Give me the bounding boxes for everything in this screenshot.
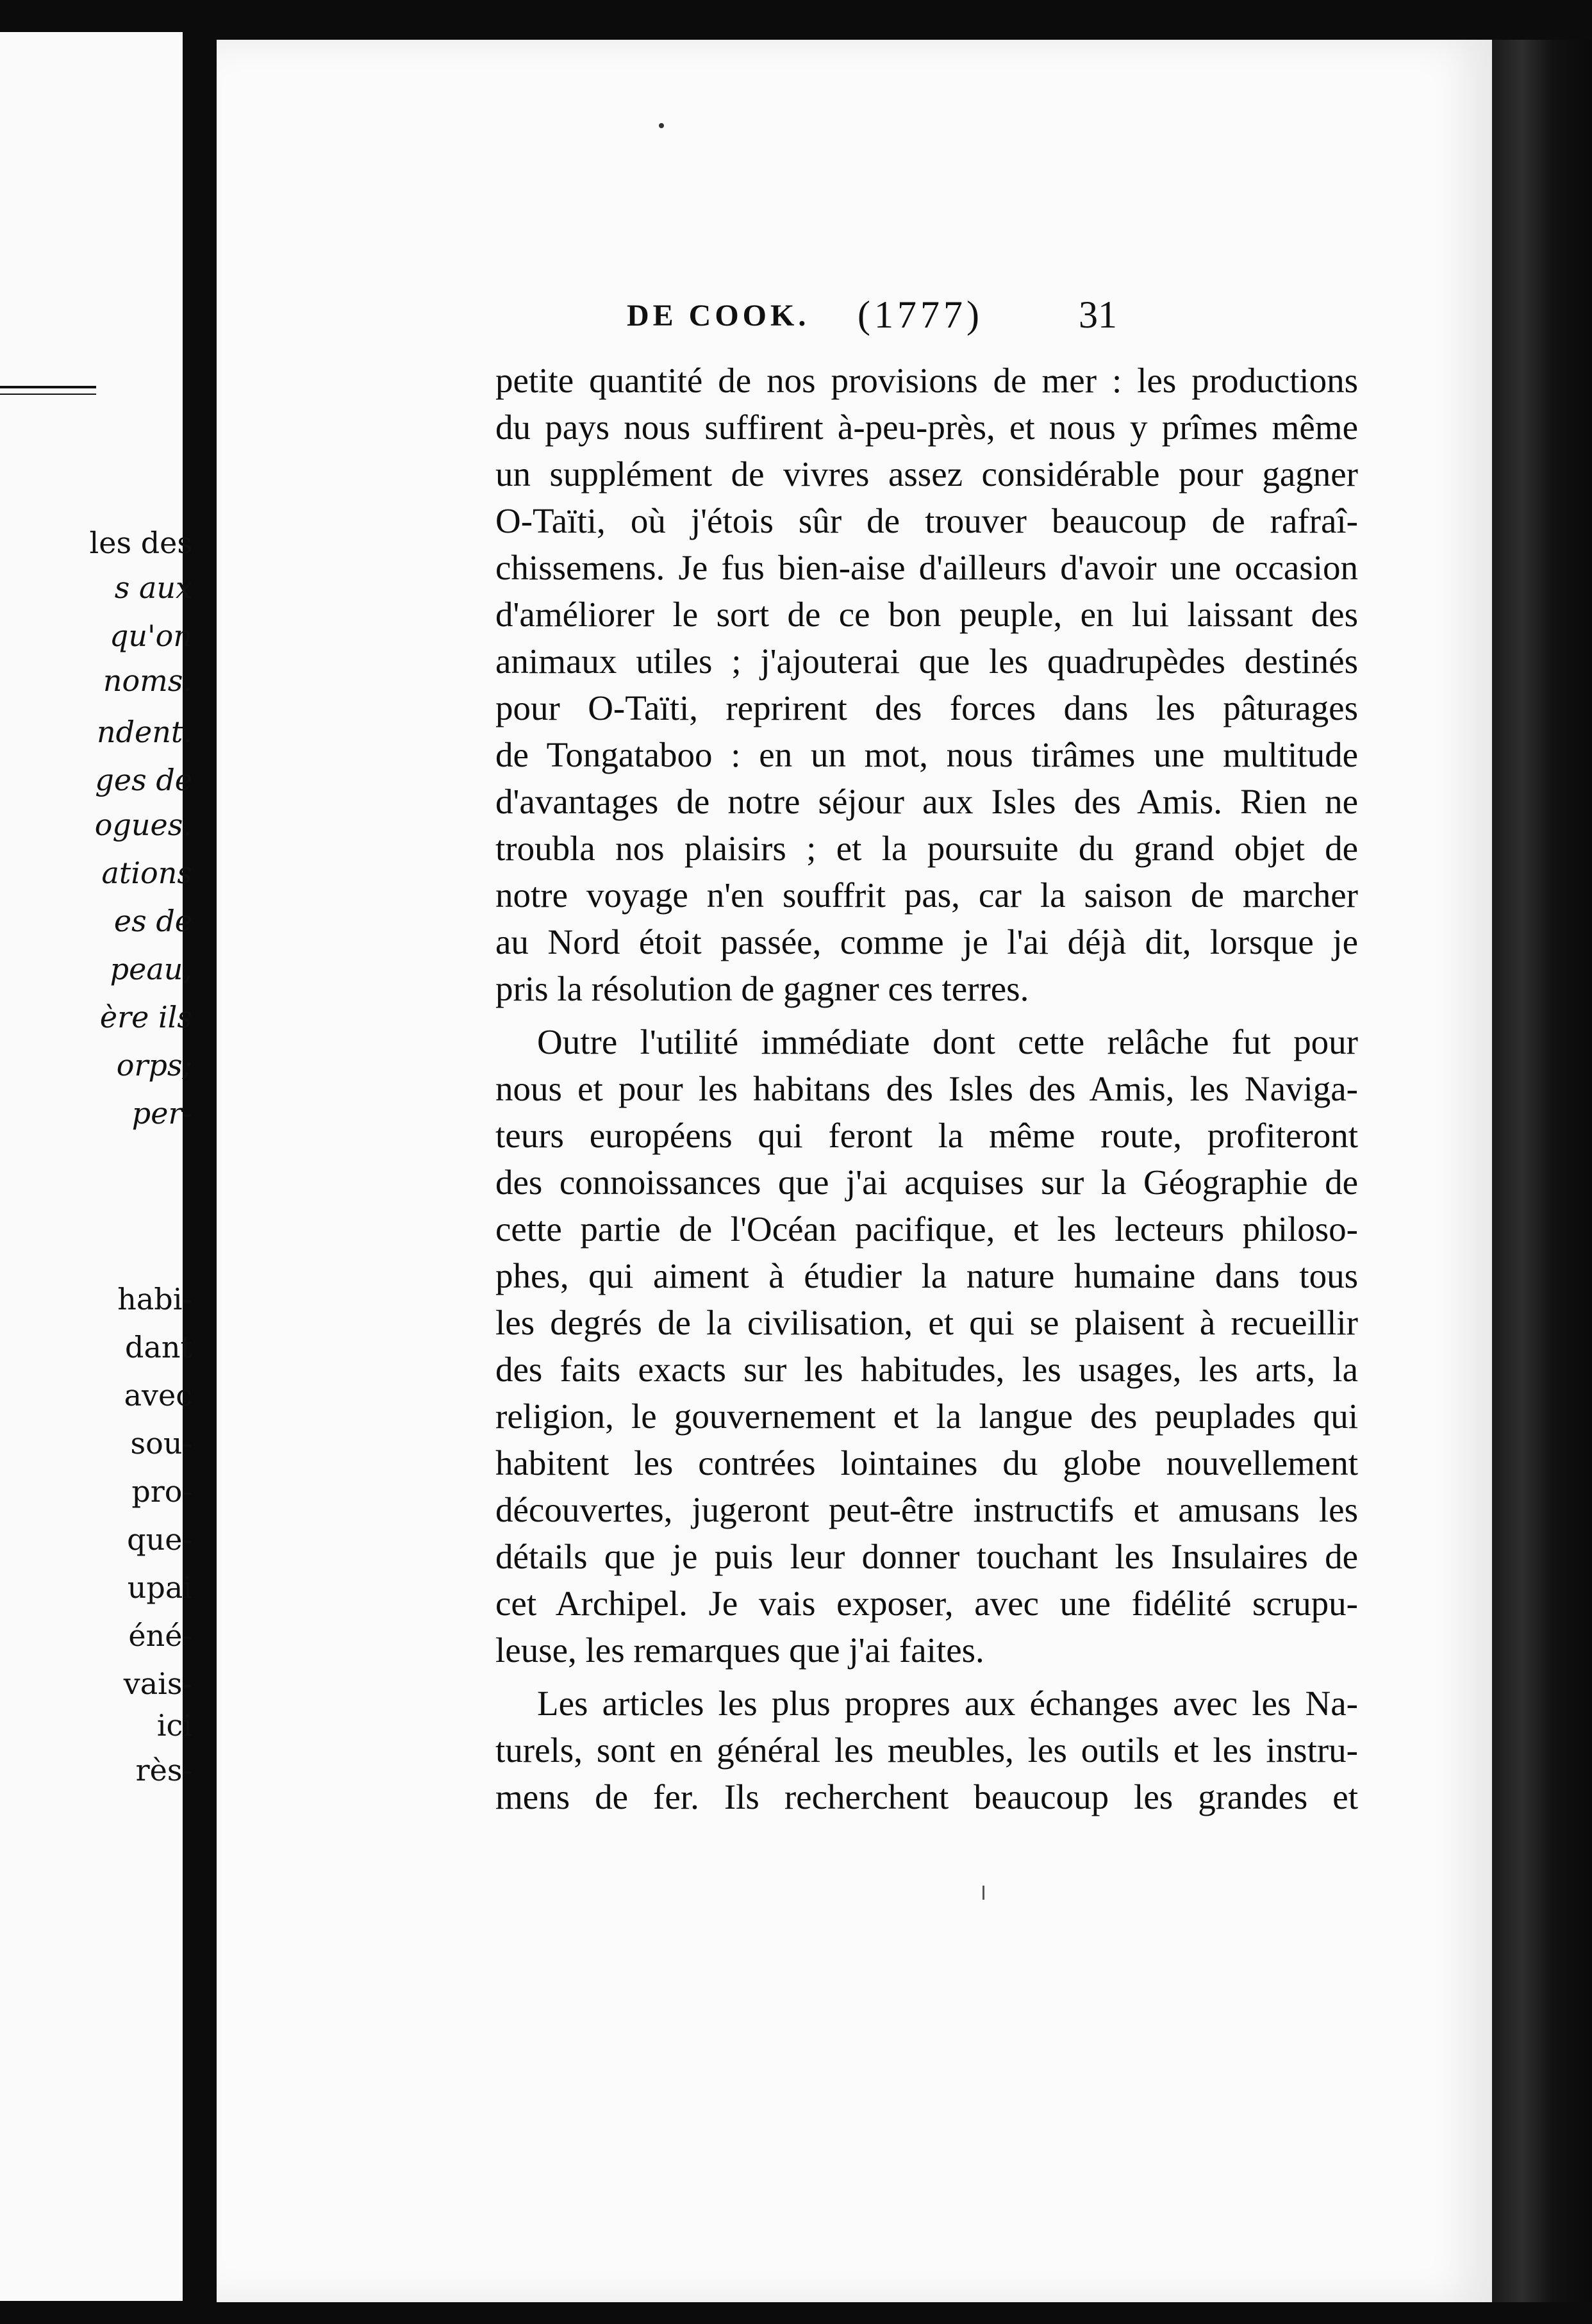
text-line: d'améliorer le sort de ce bon peuple, en lui laissant des <box>495 595 1358 634</box>
left-page-line: orps; <box>116 1048 192 1083</box>
text-line: des connoissances que j'ai acquises sur la Géographie de <box>495 1163 1358 1202</box>
left-page-line: qu'on <box>109 618 192 653</box>
text-line: O-Taïti, où j'étois sûr de trouver beaucoup de rafraî- <box>495 501 1358 540</box>
text-line: leuse, les remarques que j'ai faites. <box>495 1631 984 1670</box>
text-line: mens de fer. Ils recherchent beaucoup les grandes et <box>495 1777 1358 1816</box>
page-edge-shadow <box>1492 40 1592 2302</box>
left-page-line: ndent. <box>96 715 192 749</box>
text-line: petite quantité de nos provisions de mer : les productions <box>495 361 1358 400</box>
text-line: Outre l'utilité immédiate dont cette relâche fut pour <box>537 1022 1358 1061</box>
text-line: d'avantages de notre séjour aux Isles des Amis. Rien ne <box>495 782 1358 821</box>
text-line: habitent les contrées lointaines du globe nouvellement <box>495 1443 1358 1482</box>
left-page-line: habi- <box>117 1282 192 1316</box>
text-line: du pays nous suffirent à-peu-près, et nous y prîmes même <box>495 408 1358 447</box>
left-facing-page <box>0 32 192 2301</box>
text-line: des faits exacts sur les habitudes, les usages, les arts, la <box>495 1350 1358 1389</box>
text-line: turels, sont en général les meubles, les outils et les instru- <box>495 1731 1358 1770</box>
left-page-line: ogues. <box>94 808 192 842</box>
text-line: teurs européens qui feront la même route, profiteront <box>495 1116 1358 1155</box>
left-page-line: les des <box>89 526 192 560</box>
text-line: Les articles les plus propres aux échanges avec les Na- <box>537 1684 1358 1723</box>
left-page-line: ère ils <box>99 1000 192 1034</box>
left-page-line: es de <box>113 904 192 938</box>
running-header <box>217 293 1492 344</box>
left-page-line: pro- <box>131 1474 192 1509</box>
left-page-line: avec <box>124 1378 192 1413</box>
text-line: détails que je puis leur donner touchant les Insulaires de <box>495 1537 1358 1576</box>
left-page-line: peau, <box>110 952 192 986</box>
left-page-text <box>0 32 192 2301</box>
running-title: DE COOK. <box>627 299 810 333</box>
text-line: chissemens. Je fus bien-aise d'ailleurs d'avoir une occasion <box>495 548 1358 587</box>
footer-mark <box>983 1886 984 1900</box>
left-page-line: éné- <box>128 1618 192 1653</box>
text-line: un supplément de vivres assez considérable pour gagner <box>495 454 1358 494</box>
text-line: les degrés de la civilisation, et qui se plaisent à recueillir <box>495 1303 1358 1342</box>
text-line: cet Archipel. Je vais exposer, avec une fidélité scrupu- <box>495 1584 1358 1623</box>
text-line: de Tongataboo : en un mot, nous tirâmes une multitude <box>495 735 1358 774</box>
left-page-line: dant <box>125 1330 192 1365</box>
main-page <box>217 40 1492 2302</box>
header-year: (1777) <box>858 294 983 336</box>
left-page-line: upai <box>127 1570 192 1605</box>
left-page-line: ges de <box>95 763 192 797</box>
left-page-line: ici <box>156 1708 192 1743</box>
left-page-line: s aux <box>114 570 192 605</box>
left-page-line: per- <box>131 1096 192 1131</box>
text-line: au Nord étoit passée, comme je l'ai déjà dit, lorsque je <box>495 922 1358 961</box>
text-line: nous et pour les habitans des Isles des Amis, les Naviga- <box>495 1069 1358 1108</box>
text-line: cette partie de l'Océan pacifique, et les lecteurs philoso- <box>495 1209 1358 1249</box>
text-line: pour O-Taïti, reprirent des forces dans les pâturages <box>495 688 1358 727</box>
text-line: pris la résolution de gagner ces terres. <box>495 969 1029 1008</box>
text-line: phes, qui aiment à étudier la nature humaine dans tous <box>495 1256 1358 1295</box>
left-page-line: que- <box>127 1522 192 1557</box>
page-number: 31 <box>1079 294 1117 336</box>
left-page-line: ations <box>101 856 192 890</box>
text-line: notre voyage n'en souffrit pas, car la saison de marcher <box>495 876 1358 915</box>
left-page-line: rès- <box>135 1753 192 1788</box>
left-page-line: vais- <box>123 1666 192 1701</box>
text-line: animaux utiles ; j'ajouterai que les quadrupèdes destinés <box>495 642 1358 681</box>
text-line: troubla nos plaisirs ; et la poursuite du grand objet de <box>495 829 1358 868</box>
left-page-line: noms. <box>103 663 192 698</box>
text-line: découvertes, jugeront peut-être instructifs et amusans les <box>495 1490 1358 1529</box>
ink-speck <box>659 123 664 128</box>
body-text <box>495 357 1358 1820</box>
left-page-line: sou- <box>130 1426 192 1461</box>
text-line: religion, le gouvernement et la langue des peuplades qui <box>495 1397 1358 1436</box>
